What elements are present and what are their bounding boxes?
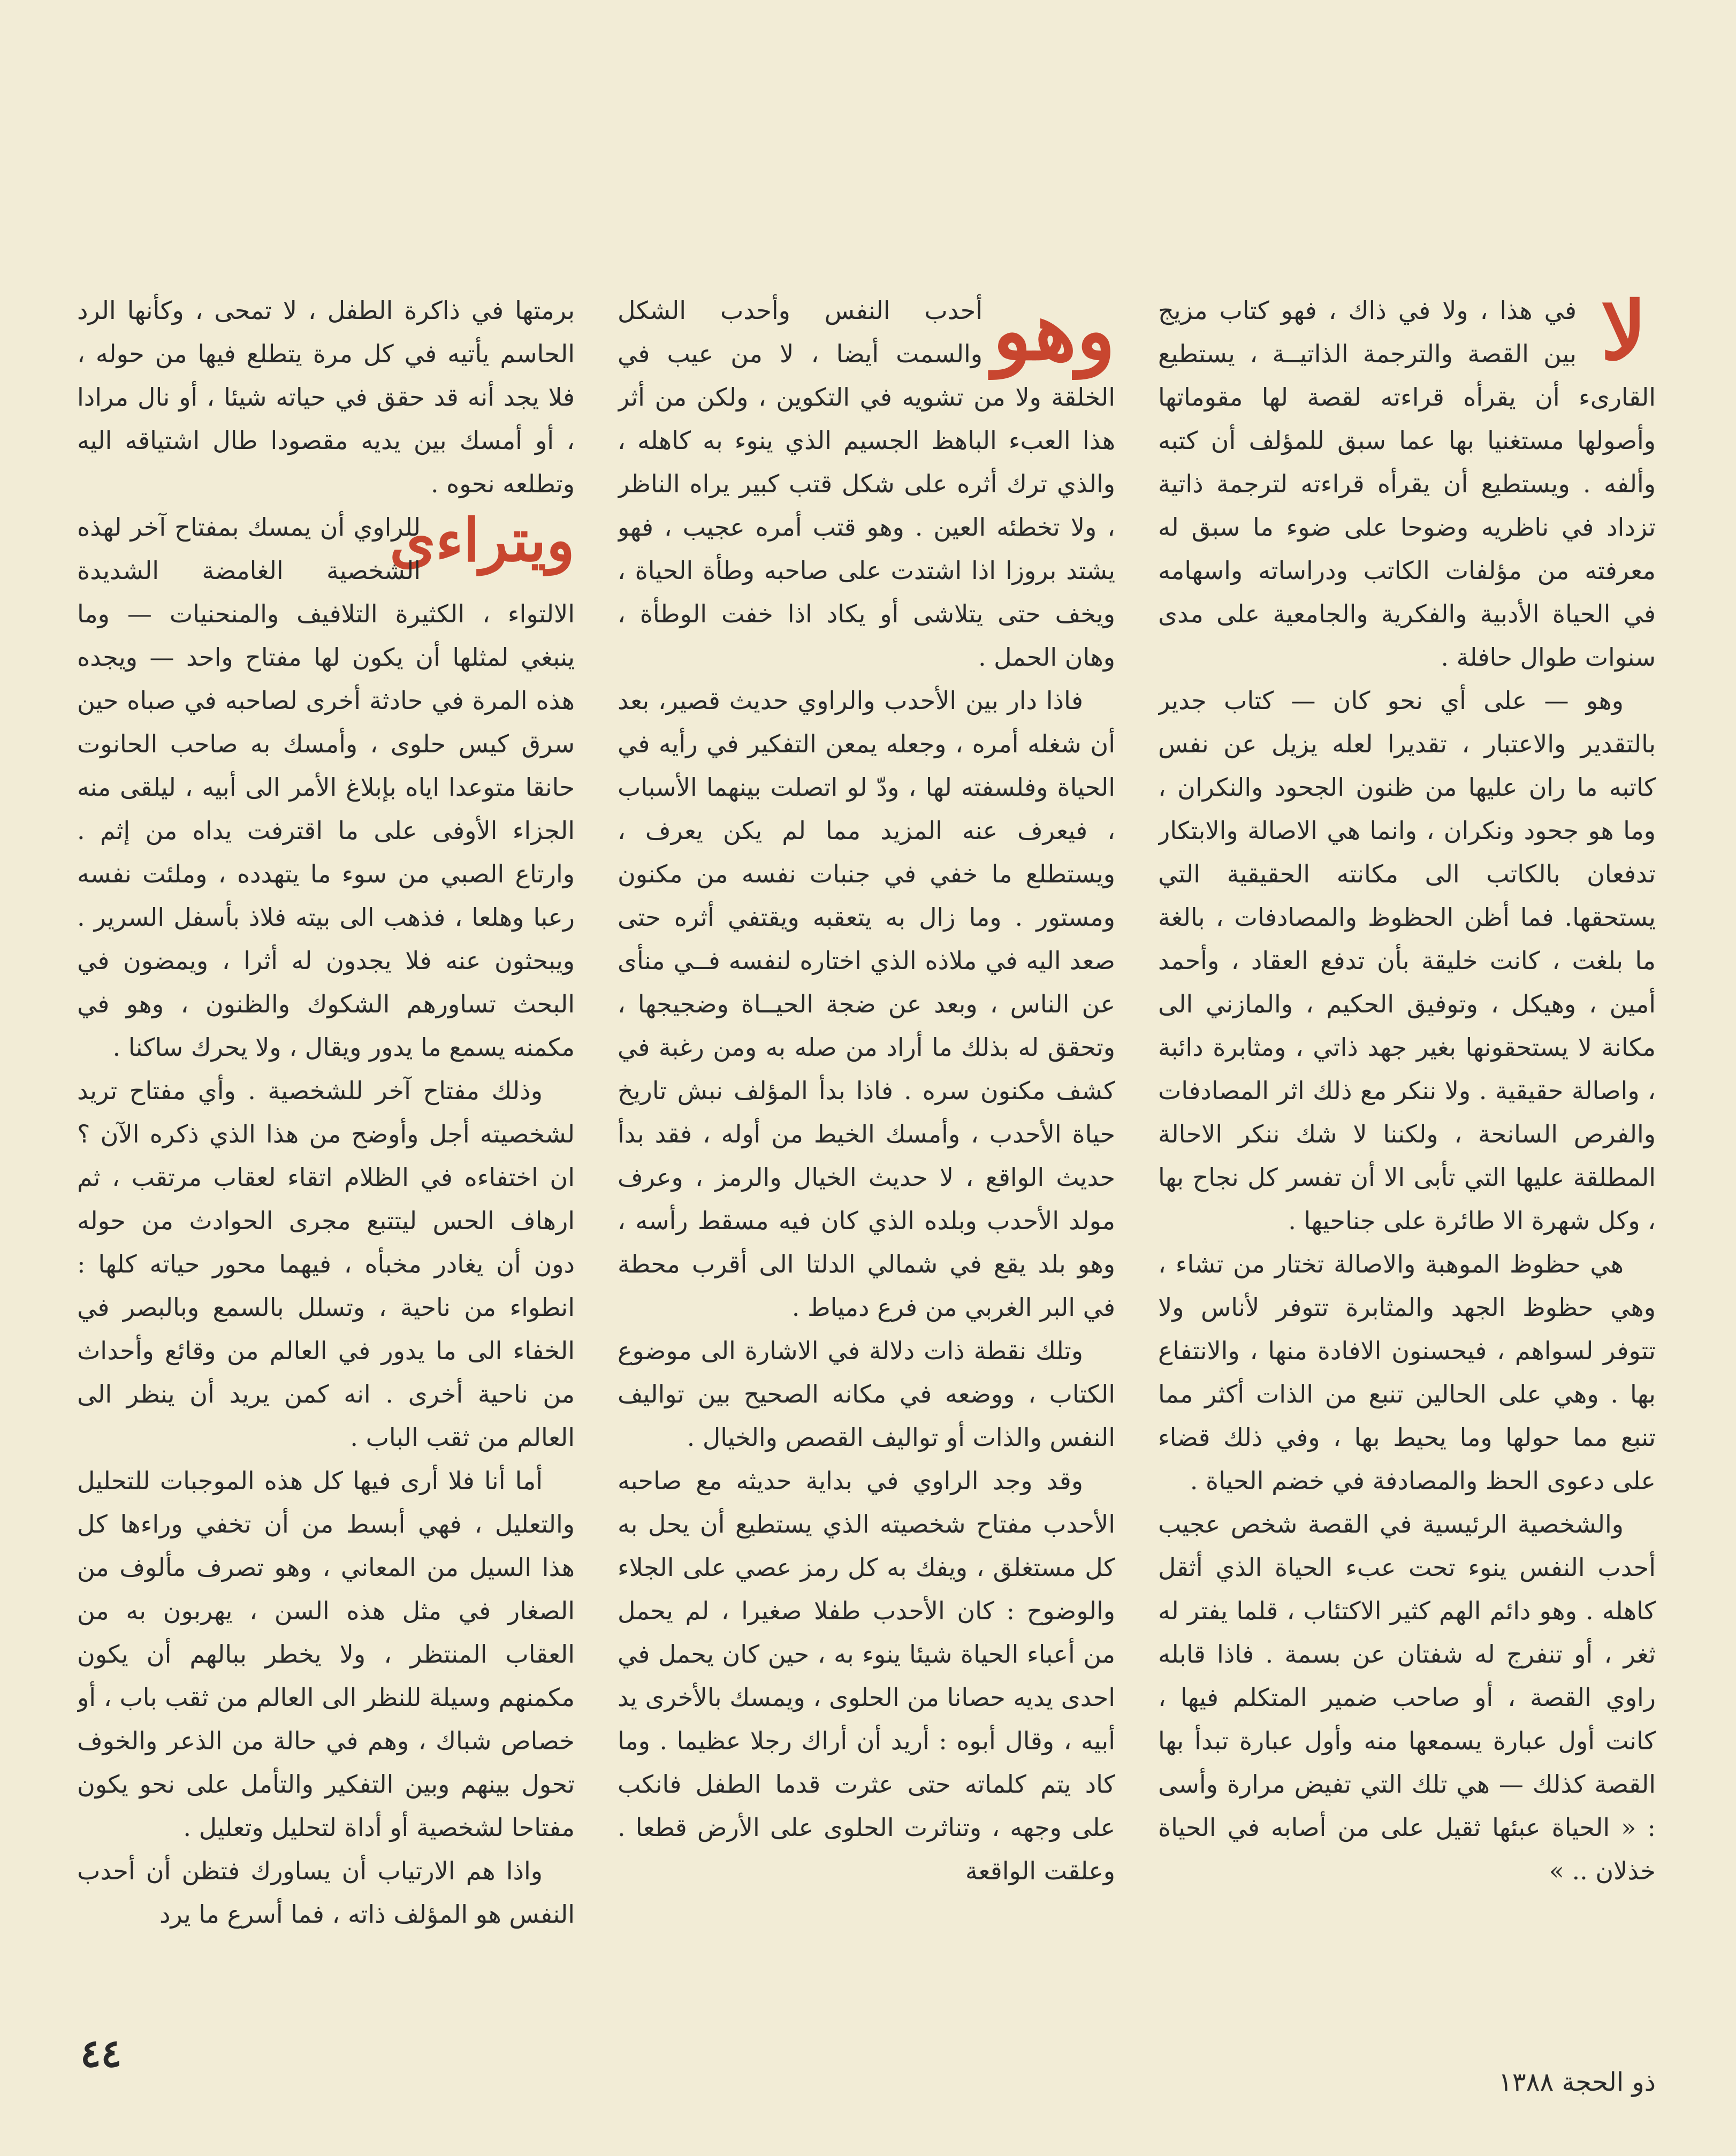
paragraph: للراوي أن يمسك بمفتاح آخر لهذه الشخصية الغامضة الشديدة الالتواء ، الكثيرة التلافيف والمنحنيات — وما ينبغي لمثلها أن يكون لها مفتاح واحد — ويجده هذه المرة في حادثة أخرى لصاحبه في صباه حين سرق كيس حلوى ، وأمسك به صاحب الحانوت حانقا متوعدا اياه بإبلاغ الأمر الى أبيه ، ليلقى منه الجزاء الأوفى على ما اقترفت يداه من إثم . وارتاع الصبي من سوء ما يتهدده ، وملئت نفسه رعبا وهلعا ، فذهب الى بيته فلاذ بأسفل السرير . ويبحثون عنه فلا يجدون له أثرا ، ويمضون في البحث تساورهم الشكوك والظنون ، وهو في مكمنه يسمع ما يدور ويقال ، ولا يحرك ساكنا .: [77, 513, 575, 1062]
page-number: ٤٤: [80, 2030, 122, 2076]
column-right: [1158, 289, 1656, 2007]
dropcap-wahwa: وهو: [992, 289, 1115, 378]
paragraph: وذلك مفتاح آخر للشخصية . وأي مفتاح تريد لشخصيته أجل وأوضح من هذا الذي ذكره الآن ؟ ان اختفاءه في الظلام اتقاء لعقاب مرتقب ، ثم ارهاف الحس ليتتبع مجرى الحوادث من حوله دون أن يغادر مخبأه ، فيهما محور حياته كلها : انطواء من ناحية ، وتسلل بالسمع وبالبصر في الخفاء الى ما يدور في العالم من وقائع وأحداث من ناحية أخرى . انه كمن يريد أن ينظر الى العالم من ثقب الباب .: [77, 1076, 575, 1452]
issue-date: ذو الحجة ١٣٨٨: [1498, 2067, 1656, 2097]
paragraph: وقد وجد الراوي في بداية حديثه مع صاحبه الأحدب مفتاح شخصيته الذي يستطيع أن يحل به كل مستغلق ، ويفك به كل رمز عصي على الجلاء والوضوح : كان الأحدب طفلا صغيرا ، لم يحمل من أعباء الحياة شيئا ينوء به ، حين كان يحمل في احدى يديه حصانا من الحلوى ، ويمسك بالأخرى يد أبيه ، وقال أبوه : أريد أن أراك رجلا عظيما . وما كاد يتم كلماته حتى عثرت قدما الطفل فانكب على وجهه ، وتناثرت الحلوى على الأرض قطعا . وعلقت الواقعة: [618, 1466, 1115, 1885]
column-middle: [618, 289, 1115, 2007]
column-left: [77, 289, 575, 2007]
paragraph: أحدب النفس وأحدب الشكل والسمت أيضا ، لا من عيب في الخلقة ولا من تشويه في التكوين ، ولكن من أثر هذا العبء الباهظ الجسيم الذي ينوء به كاهله ، والذي ترك أثره على شكل قتب كبير يراه الناظر ، ولا تخطئه العين . وهو قتب أمره عجيب ، فهو يشتد بروزا اذا اشتدت على صاحبه وطأة الحياة ، ويخف حتى يتلاشى أو يكاد اذا خفت الوطأة ، وهان الحمل .: [618, 296, 1115, 672]
paragraph: واذا هم الارتياب أن يساورك فتظن أن أحدب النفس هو المؤلف ذاته ، فما أسرع ما يرد: [77, 1856, 575, 1929]
paragraph: وتلك نقطة ذات دلالة في الاشارة الى موضوع الكتاب ، ووضعه في مكانه الصحيح بين تواليف النفس والذات أو تواليف القصص والخيال .: [618, 1336, 1115, 1452]
dropcap-wayatabara: ويتراءى: [389, 506, 575, 575]
dropcap-lam: لا: [1601, 289, 1647, 378]
paragraph: هي حظوظ الموهبة والاصالة تختار من تشاء ، وهي حظوظ الجهد والمثابرة تتوفر لأناس ولا تتوفر لسواهم ، فيحسنون الافادة منها ، والانتفاع بها . وهي على الحالين تنبع من الذات أكثر مما تنبع مما حولها وما يحيط بها ، وفي ذلك قضاء على دعوى الحظ والمصادفة في خضم الحياة .: [1158, 1250, 1656, 1495]
paragraph: والشخصية الرئيسية في القصة شخص عجيب أحدب النفس ينوء تحت عبء الحياة الذي أثقل كاهله . وهو دائم الهم كثير الاكتئاب ، قلما يفتر له ثغر ، أو تنفرج له شفتان عن بسمة . فاذا قابله راوي القصة ، أو صاحب ضمير المتكلم فيها ، كانت أول عبارة يسمعها منه وأول عبارة تبدأ بها القصة كذلك — هي تلك التي تفيض مرارة وأسى : « الحياة عبئها ثقيل على من أصابه في الحياة خذلان .. »: [1158, 1510, 1656, 1885]
paragraph: أما أنا فلا أرى فيها كل هذه الموجبات للتحليل والتعليل ، فهي أبسط من أن تخفي وراءها كل هذا السيل من المعاني ، وهو تصرف مألوف من الصغار في مثل هذه السن ، يهربون به من العقاب المنتظر ، ولا يخطر ببالهم أن يكون مكمنهم وسيلة للنظر الى العالم من ثقب باب ، أو خصاص شباك ، وهم في حالة من الذعر والخوف تحول بينهم وبين التفكير والتأمل على نحو يكون مفتاحا لشخصية أو أداة لتحليل وتعليل .: [77, 1466, 575, 1842]
paragraph: في هذا ، ولا في ذاك ، فهو كتاب مزيج بين القصة والترجمة الذاتيــة ، يستطيع القارىء أن يقرأه قراءته لقصة لها مقوماتها وأصولها مستغنيا بها عما سبق للمؤلف أن كتبه وألفه . ويستطيع أن يقرأه قراءته لترجمة ذاتية تزداد في ناظريه وضوحا على ضوء ما سبق له معرفته من مؤلفات الكاتب ودراساته واسهامه في الحياة الأدبية والفكرية والجامعية على مدى سنوات طوال حافلة .: [1158, 296, 1656, 672]
paragraph: برمتها في ذاكرة الطفل ، لا تمحى ، وكأنها الرد الحاسم يأتيه في كل مرة يتطلع فيها من حوله ، فلا يجد أنه قد حقق في حياته شيئا ، أو نال مرادا ، أو أمسك بين يديه مقصودا طال اشتياقه اليه وتطلعه نحوه .: [77, 296, 575, 498]
paragraph: فاذا دار بين الأحدب والراوي حديث قصير، بعد أن شغله أمره ، وجعله يمعن التفكير في رأيه في الحياة وفلسفته لها ، ودّ لو اتصلت بينهما الأسباب ، فيعرف عنه المزيد مما لم يكن يعرف ، ويستطلع ما خفي في جنبات نفسه من مكنون ومستور . وما زال به يتعقبه ويقتفي أثره حتى صعد اليه في ملاذه الذي اختاره لنفسه فــي منأى عن الناس ، وبعد عن ضجة الحيــاة وضجيجها ، وتحقق له بذلك ما أراد من صله به ومن رغبة في كشف مكنون سره . فاذا بدأ المؤلف نبش تاريخ حياة الأحدب ، وأمسك الخيط من أوله ، فقد بدأ حديث الواقع ، لا حديث الخيال والرمز ، وعرف مولد الأحدب وبلده الذي كان فيه مسقط رأسه ، وهو بلد يقع في شمالي الدلتا الى أقرب محطة في البر الغربي من فرع دمياط .: [618, 686, 1115, 1322]
paragraph: وهو — على أي نحو كان — كتاب جدير بالتقدير والاعتبار ، تقديرا لعله يزيل عن نفس كاتبه ما ران عليها من ظنون الجحود والنكران ، وما هو جحود ونكران ، وانما هي الاصالة والابتكار تدفعان بالكاتب الى مكانته الحقيقية التي يستحقها. فما أظن الحظوظ والمصادفات ، بالغة ما بلغت ، كانت خليقة بأن تدفع العقاد ، وأحمد أمين ، وهيكل ، وتوفيق الحكيم ، والمازني الى مكانة لا يستحقونها بغير جهد ذاتي ، ومثابرة دائبة ، واصالة حقيقية . ولا ننكر مع ذلك اثر المصادفات والفرص السانحة ، ولكننا لا شك ننكر الاحالة المطلقة عليها التي تأبى الا أن تفسر كل نجاح بها ، وكل شهرة الا طائرة على جناحيها .: [1158, 686, 1656, 1235]
